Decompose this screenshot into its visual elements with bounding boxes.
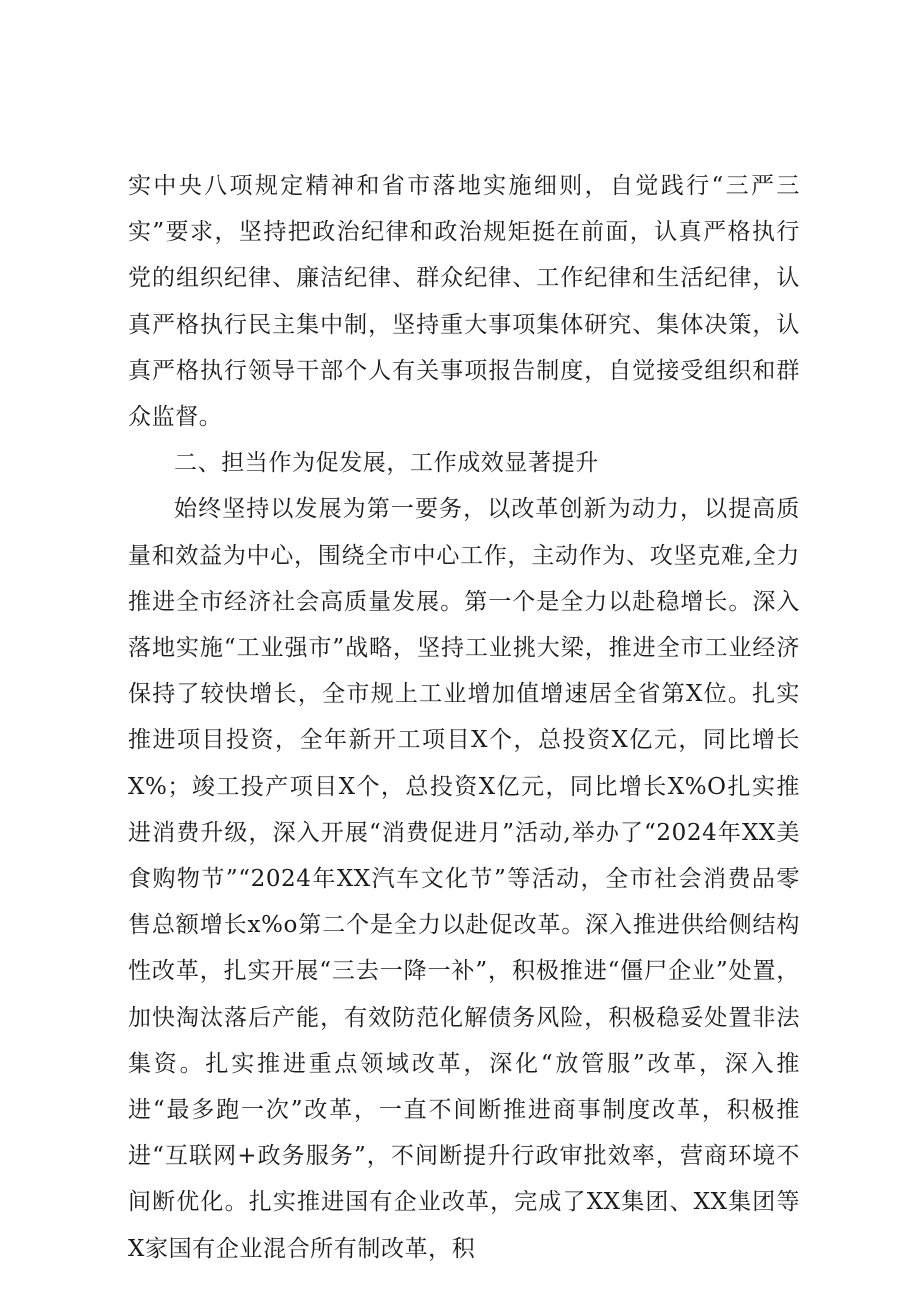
paragraph-development: 始终坚持以发展为第一要务，以改革创新为动力，以提高质量和效益为中心，围绕全市中心工作，主动作为、攻坚克难,全力推进全市经济社会高质量发展。第一个是全力以赴稳增长。深入落地实施“工业强市”战略，坚持工业挑大梁，推进全市工业经济保持了较快增长，全市规上工业增加值增速居全省第X位。扎实推进项目投资，全年新开工项目X个，总投资X亿元，同比增长X%；竣工投产项目X个，总投资X亿元，同比增长X%O扎实推进消费升级，深入开展“消费促进月”活动,举办了“2024年XX美食购物节”“2024年XX汽车文化节”等活动，全市社会消费品零售总额增长x%o第二个是全力以赴促改革。深入推进供给侧结构性改革，扎实开展“三去一降一补”，积极推进“僵尸企业”处置，加快淘汰落后产能，有效防范化解债务风险，积极稳妥处置非法集资。扎实推进重点领域改革，深化“放管服”改革，深入推进“最多跑一次”改革，一直不间断推进商事制度改革，积极推进“互联网+政务服务”，不间断提升行政审批效率，营商环境不间断优化。扎实推进国有企业改革，完成了XX集团、XX集团等X家国有企业混合所有制改革，积: [128, 496, 800, 1262]
paragraph-continuation: 实中央八项规定精神和省市落地实施细则，自觉践行“三严三实”要求，坚持把政治纪律和政治规矩挺在前面，认真严格执行党的组织纪律、廉洁纪律、群众纪律、工作纪律和生活纪律，认真严格执行民主集中制，坚持重大事项集体研究、集体决策，认真严格执行领导干部个人有关事项报告制度，自觉接受组织和群众监督。: [128, 173, 800, 431]
section-heading: 二、担当作为促发展，工作成效显著提升: [174, 450, 599, 477]
document-body: [128, 163, 800, 1272]
